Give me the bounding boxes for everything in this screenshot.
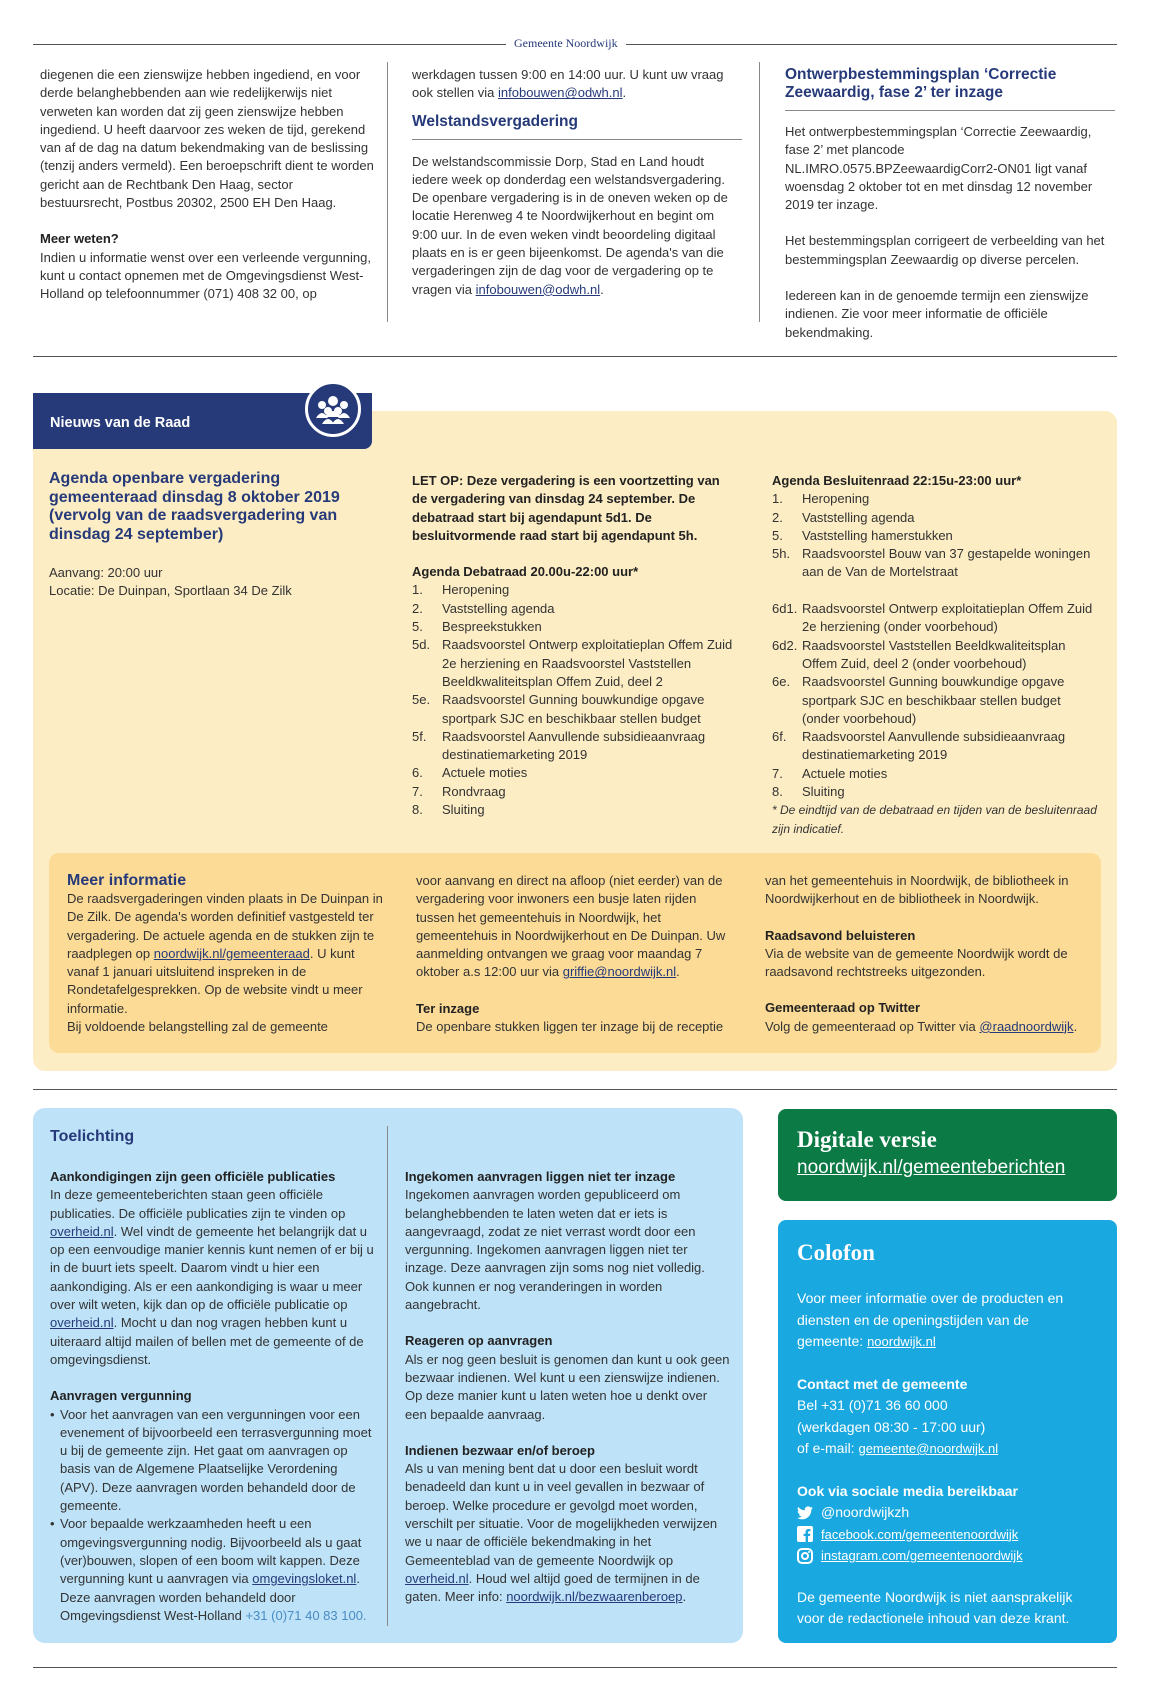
colofon-title: Colofon (797, 1240, 875, 1265)
agenda-item: 2. Vaststelling agenda (772, 509, 915, 525)
welstand-title: Welstandsvergadering (412, 113, 742, 140)
raad-col-3 (772, 472, 1097, 838)
overheid-link-3[interactable]: overheid.nl (405, 1570, 469, 1586)
letop-text: LET OP: Deze vergadering is een voortzetting van de vergadering van dinsdag 24 september. De debatraad start bij agendapunt 5d1. De besluitvormende raad start bij agendapunt 5h. (412, 473, 720, 543)
meer-info-title: Meer informatie (67, 872, 187, 889)
ontwerp-title: Ontwerpbestemmingsplan ‘Correctie Zeewaardig, fase 2’ ter inzage (785, 66, 1115, 111)
ter-inzage-title: Ter inzage (416, 1000, 480, 1016)
debat-agenda-list (412, 581, 737, 819)
agenda-item: 5d. Raadsvoorstel Ontwerp exploitatieplan Offem Zuid 2e herziening en Raadsvoorstel Vaststellen Beeldkwaliteitsplan Offem Zuid, deel 2 (412, 637, 733, 689)
agenda-item: 6f. Raadsvoorstel Aanvullende subsidieaanvraag destinatiemarketing 2019 (772, 729, 1066, 763)
beluisteren-title: Raadsavond beluisteren (765, 927, 916, 943)
agenda-item: 5h. Raadsvoorstel Bouw van 37 gestapelde woningen aan de Van de Mortelstraat (772, 546, 1091, 580)
bezwaar-link[interactable]: noordwijk.nl/bezwaarenberoep (506, 1589, 683, 1605)
facebook-icon (797, 1526, 813, 1542)
top-col-2: werkdagen tussen 9:00 en 14:00 uur. U kunt uw vraag ook stellen via infobouwen@odwh.nl. Welstandsvergadering De welstandscommissie Dorp, Stad en Land houdt iedere week op donderdag een welstandsvergadering. De openbare vergadering is in de oneven weken op de locatie Herenweg 4 te Noordwijkerhout en begint om 9:00 uur. In de even weken vindt beoordeling digitaal plaats en is er geen bijeenkomst. De agenda's van die vergaderingen zijn de dag voor de vergadering op te vragen via infobouwen@odwh.nl. (412, 66, 742, 299)
agenda-item: 2. Vaststelling agenda (412, 600, 555, 616)
phone-number: +31 (0)71 40 83 100. (245, 1607, 367, 1623)
gemeenteberichten-link[interactable]: noordwijk.nl/gemeenteberichten (797, 1157, 1066, 1178)
digitale-title: Digitale versie (797, 1127, 937, 1152)
welstand-text: De welstandscommissie Dorp, Stad en Land houdt iedere week op donderdag een welstandsvergadering. De openbare vergadering is in de oneven weken op de locatie Herenweg 4 te Noordwijkerhout en begint om 9:00 uur. In de even weken vindt beoordeling digitaal plaats en is er geen bijeenkomst. De agenda's van die vergaderingen zijn de dag voor de vergadering op te vragen via (412, 153, 728, 297)
list-item: • Voor het aanvragen van een vergunningen voor een evenement of bijvoorbeeld een terrasvergunning moet u bij de gemeente zijn. Het gaat om aanvragen op basis van de Algemene Plaatselijke Verordening (APV). Deze aanvragen worden behandeld door de gemeente. (50, 1406, 375, 1516)
agenda-item: 5. Bespreekstukken (412, 619, 542, 635)
overheid-link-2[interactable]: overheid.nl (50, 1315, 114, 1331)
agenda-item: 7. Rondvraag (412, 783, 506, 799)
noordwijk-link[interactable]: noordwijk.nl (867, 1334, 936, 1349)
debat-title: Agenda Debatraad 20.00u-22:00 uur* (412, 564, 639, 580)
digitale-versie-box (778, 1109, 1117, 1201)
agenda-item: 1. Heropening (772, 491, 870, 507)
infobouwen-link-2[interactable]: infobouwen@odwh.nl (475, 281, 601, 297)
email-link[interactable]: gemeente@noordwijk.nl (858, 1441, 999, 1456)
gemeenteraad-link[interactable]: noordwijk.nl/gemeenteraad (153, 945, 310, 961)
agenda-item: 6d2. Raadsvoorstel Vaststellen Beeldkwaliteitsplan Offem Zuid, deel 2 (onder voorbehoud) (772, 637, 1066, 671)
omgevingsloket-link[interactable]: omgevingsloket.nl (252, 1571, 357, 1587)
facebook-link[interactable]: facebook.com/gemeentenoordwijk (821, 1526, 1019, 1542)
besluit-title: Agenda Besluitenraad 22:15u-23:00 uur* (772, 473, 1022, 488)
col-divider (387, 62, 388, 322)
agenda-item: 7. Actuele moties (772, 765, 888, 781)
instagram-link[interactable]: instagram.com/gemeentenoordwijk (821, 1548, 1023, 1563)
col-divider (387, 1126, 388, 1626)
aanvang-text: Aanvang: 20:00 uur (49, 565, 163, 580)
meer-col-3: van het gemeentehuis in Noordwijk, de bibliotheek in Noordwijkerhout en de bibliotheek in Noordwijk. Raadsavond beluisteren Via de website van de gemeente Noordwijk wordt de raadsavond rechtstreeks uitgezonden. Gemeenteraad op Twitter Volg de gemeenteraad op Twitter via @raadnoordwijk. (765, 873, 1078, 1034)
list-item: • Voor bepaalde werkzaamheden heeft u een omgevingsvergunning nodig. Bijvoorbeeld als u gaat (ver)bouwen, slopen of een boom wilt kappen. Deze vergunning kunt u aanvragen via omgevingsloket.nl. Deze aanvragen worden behandeld door Omgevingsdienst West-Holland +31 (0)71 40 83 100. (50, 1515, 375, 1625)
raad-tab-label: Nieuws van de Raad (50, 415, 191, 431)
agenda-item: 5. Vaststelling hamerstukken (772, 527, 953, 543)
top-col-1 (40, 66, 375, 304)
twitter-title: Gemeenteraad op Twitter (765, 1000, 921, 1016)
griffie-link[interactable]: griffie@noordwijk.nl (562, 964, 677, 980)
toelichting-title: Toelichting (50, 1128, 135, 1145)
toel-col-2: Ingekomen aanvragen liggen niet ter inzage Ingekomen aanvragen worden gepubliceerd om belanghebbenden te laten weten dat er iets is aangevraagd, zodat ze niet verrast wordt door een vergunning. Ingekomen aanvragen liggen niet ter inzage. Deze aanvragen zijn soms nog niet volledig. Ook kunnen er nog veranderingen in worden aangebracht. Reageren op aanvragen Als er nog geen besluit is genomen dan kunt u ook geen bezwaar indienen. Wel kunt u een zienswijze indienen. Op deze manier kunt u laten weten hoe u denkt over een bepaalde aanvraag. Indienen bezwaar en/of beroep Als u van mening bent dat u door een besluit wordt benadeeld dan kunt u in veel gevallen in bezwaar of beroep. Welke procedure er gevolgd moet worden, verschilt per situatie. Voor de mogelijkheden verwijzen we u naar de officiële bekendmaking in het Gemeenteblad van de gemeente Noordwijk op overheid.nl. Houd wel altijd goed de termijnen in de gaten. Meer info: noordwijk.nl/bezwaarenberoep. (405, 1169, 730, 1605)
disclaimer: De gemeente Noordwijk is niet aansprakelijk voor de redactionele inhoud van deze krant. (797, 1588, 1073, 1626)
raad-agenda-title: Agenda openbare vergadering gemeenteraad dinsdag 8 oktober 2019 (vervolg van de raadsvergadering van dinsdag 24 september) (49, 470, 340, 543)
section-rule (33, 1089, 1117, 1090)
agenda-item: 5e. Raadsvoorstel Gunning bouwkundige opgave sportpark SJC en beschikbaar stellen budget (412, 692, 705, 726)
agenda-item: 6d1. Raadsvoorstel Ontwerp exploitatieplan Offem Zuid 2e herziening (onder voorbehoud) (772, 601, 1093, 635)
meer-col-1: Meer informatie De raadsvergaderingen vinden plaats in De Duinpan in De Zilk. De agenda's worden definitief vastgesteld ter vergadering. De actuele agenda en de stukken zijn te raadplegen op noordwijk.nl/gemeenteraad. U kunt vanaf 1 januari uitsluitend inspreken in de Rondetafelgesprekken. Op de website vindt u meer informatie. Bij voldoende belangstelling zal de gemeente (67, 872, 387, 1036)
footer-rule (33, 1667, 1117, 1668)
twitter-icon (797, 1506, 813, 1520)
instagram-row[interactable] (797, 1545, 1098, 1567)
raad-col-1 (49, 470, 359, 601)
agenda-item: 1. Heropening (412, 582, 510, 598)
ontwerp-text1: Het ontwerpbestemmingsplan ‘Correctie Zeewaardig, fase 2’ met plancode NL.IMRO.0575.BPZeewaardigCorr2-ON01 ligt vanaf woensdag 2 oktober tot en met dinsdag 12 november 2019 ter inzage. (785, 124, 1093, 213)
facebook-row[interactable] (797, 1524, 1098, 1546)
col2-text1: werkdagen tussen 9:00 en 14:00 uur. U kunt uw vraag ook stellen via (412, 67, 724, 101)
colofon-box: Colofon Voor meer informatie over de producten en diensten en de openingstijden van de gemeente: noordwijk.nl Contact met de gemeente Bel +31 (0)71 36 60 000 (werkdagen 08:30 - 17:00 uur) of e-mail: gemeente@noordwijk.nl Ook via sociale media bereikbaar @noordwijkzh facebook.com/gemeentenoordwijk instagram.com/gemeentenoordwijk De gemeente Noordwijk is niet aansprakelijk voor de redactionele inhoud van deze krant. (778, 1220, 1117, 1643)
agenda-item (772, 582, 1097, 600)
ontwerp-text3: Iedereen kan in de genoemde termijn een zienswijze indienen. Zie voor meer informatie de officiële bekendmaking. (785, 288, 1089, 340)
agenda-item: 8. Sluiting (772, 784, 845, 800)
top-col1-text: diegenen die een zienswijze hebben ingediend, en voor derde belanghebbenden aan wie redelijkerwijs niet verweten kan worden dat zij geen zienswijze hebben ingediend. U heeft daarvoor zes weken de tijd, gerekend van af de dag na datum bekendmaking van de beslissing (tenzij anders vermeld). Een beroepschrift dient te worden gericht aan de Rechtbank Den Haag, sector bestuursrecht, Postbus 20302, 2500 EH Den Haag. (40, 67, 374, 211)
overheid-link[interactable]: overheid.nl (50, 1223, 114, 1239)
besluit-agenda-list (772, 490, 1097, 801)
col-divider (759, 62, 760, 322)
raadnoordwijk-link[interactable]: @raadnoordwijk (979, 1018, 1074, 1034)
locatie-text: Locatie: De Duinpan, Sportlaan 34 De Zilk (49, 583, 292, 599)
infobouwen-link[interactable]: infobouwen@odwh.nl (498, 85, 623, 101)
top-col1-text2: Indien u informatie wenst over een verleende vergunning, kunt u contact opnemen met de Omgevingsdienst West-Holland op telefoonnummer (071) 408 32 00, op (40, 249, 371, 302)
agenda-item: 6e. Raadsvoorstel Gunning bouwkundige opgave sportpark SJC en beschikbaar stellen budget (onder voorbehoud) (772, 674, 1065, 726)
meer-weten-heading: Meer weten? (40, 231, 119, 247)
raad-col-2 (412, 472, 737, 819)
agenda-item: 6. Actuele moties (412, 765, 528, 781)
instagram-icon (797, 1548, 813, 1564)
ontwerp-text2: Het bestemmingsplan corrigeert de verbeelding van het bestemmingsplan Zeewaardig op diverse percelen. (785, 233, 1105, 267)
council-group-icon (305, 381, 361, 437)
header-brand: Gemeente Noordwijk (506, 36, 626, 51)
toel-col-1: Toelichting Aankondigingen zijn geen officiële publicaties In deze gemeenteberichten staan geen officiële publicaties. De officiële publicaties zijn te vinden op overheid.nl. Wel vindt de gemeente het belangrijk dat u op een eenvoudige manier kennis kunt nemen of er bij u in de buurt iets speelt. Daarom vindt u hier een aankondiging. Als er een aankondiging is waar u meer over wilt weten, kijk dan op de officiële publicatie op overheid.nl. Mocht u dan nog vragen hebben kunt u uiteraard altijd mailen of bellen met de gemeente of de omgevingsdienst. Aanvragen vergunning • Voor het aanvragen van een vergunningen voor een evenement of bijvoorbeeld een terrasvergunning moet u bij de gemeente zijn. Het gaat om aanvragen op basis van de Algemene Plaatselijke Verordening (APV). Deze aanvragen worden behandeld door de gemeente. • Voor bepaalde werkzaamheden heeft u een omgevingsvergunning nodig. Bijvoorbeeld als u gaat (ver)bouwen, slopen of een boom wilt kappen. Deze vergunning kunt u aanvragen via omgevingsloket.nl. Deze aanvragen worden behandeld door Omgevingsdienst West-Holland +31 (0)71 40 83 100. (50, 1128, 375, 1625)
section-rule (33, 356, 1117, 357)
top-col-3 (785, 66, 1115, 342)
meer-col-2: voor aanvang en direct na afloop (niet eerder) van de vergadering voor inwoners een busje laten rijden tussen het gemeentehuis in Noordwijk, het gemeentehuis in Noordwijkerhout en De Duinpan. Uw aanmelding ontvangen we graag voor maandag 7 oktober a.s 12:00 uur via griffie@noordwijk.nl. Ter inzage De openbare stukken liggen ter inzage bij de receptie (416, 873, 726, 1035)
agenda-item: 8. Sluiting (412, 802, 485, 818)
agenda-item: 5f. Raadsvoorstel Aanvullende subsidieaanvraag destinatiemarketing 2019 (412, 728, 706, 763)
indicative-note: * De eindtijd van de debatraad en tijden van de besluitenraad zijn indicatief. (772, 803, 1097, 836)
twitter-row[interactable]: @noordwijkzh (797, 1502, 1098, 1524)
